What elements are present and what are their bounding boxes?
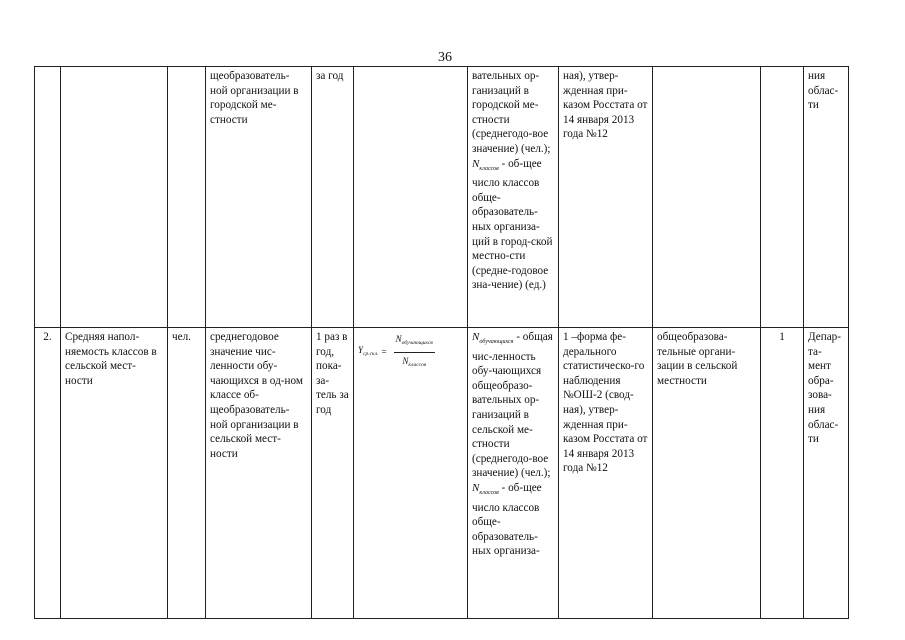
- cell-formula: [354, 328, 468, 619]
- cell-number: [35, 67, 61, 328]
- cell-coverage: 1: [761, 328, 804, 619]
- cell-name: [61, 67, 168, 328]
- cell-object: общеобразова-тельные органи-зации в сельской местности: [653, 328, 761, 619]
- variable-students: [472, 330, 554, 481]
- cell-formula: [354, 67, 468, 328]
- variable-subscript: обучающихся: [479, 339, 514, 345]
- cell-source: ная), утвер-жденная при-казом Росстата от 14 января 2013 года №12: [559, 67, 653, 328]
- formula-numerator: [394, 332, 435, 353]
- cell-responsible: Депар-та-мент обра-зова-ния облас-ти: [804, 328, 849, 619]
- cell-object: [653, 67, 761, 328]
- cell-periodicity: 1 раз в год, пока-за-тель за год: [312, 328, 354, 619]
- table-row-2: [35, 328, 849, 619]
- variables-intro: вательных ор-ганизаций в городской ме-стности (среднегодо-вое значение) (чел.);: [472, 70, 551, 155]
- variable-description: - об-щее число классов обще-образователь-ных организа-ций в город-ской местно-сти (средне-годовое зна-чение) (ед.): [472, 157, 553, 292]
- variable-subscript: классов: [479, 489, 499, 496]
- variable-classes: [472, 157, 554, 293]
- denominator-subscript: классов: [408, 361, 427, 368]
- cell-responsible: ния облас-ти: [804, 67, 849, 328]
- cell-number: 2.: [35, 328, 61, 619]
- variable-symbol: N: [472, 331, 480, 343]
- cell-unit: чел.: [168, 328, 206, 619]
- cell-source: 1 –форма фе-дерального статистическо-го наблюдения №ОШ-2 (свод-ная), утвер-жденная при-казом Росстата от 14 января 2013 года №12: [559, 328, 653, 619]
- variable-description: - общая чис-ленность обу-чающихся общеобразо-вательных ор-ганизаций в сельской ме-стности (среднегодо-вое значение) (чел.);: [472, 331, 553, 480]
- formula-lhs: Y: [358, 344, 364, 355]
- variable-subscript: классов: [479, 165, 499, 172]
- page-number: 36: [438, 50, 452, 65]
- formula-fraction: [394, 332, 435, 372]
- numerator-subscript: обучающихся: [401, 340, 433, 346]
- variable-description: - об-щее число классов обще-образователь-ных организа-: [472, 481, 542, 558]
- indicator-table: [34, 66, 849, 619]
- cell-unit: [168, 67, 206, 328]
- variable-classes: [472, 481, 554, 559]
- cell-variables: [468, 67, 559, 328]
- formula-denominator: [400, 353, 428, 373]
- denominator-symbol: N: [402, 355, 409, 366]
- variable-symbol: N: [472, 157, 480, 170]
- cell-periodicity: за год: [312, 67, 354, 328]
- cell-definition: щеобразователь-ной организации в городской ме-стности: [206, 67, 312, 328]
- formula-equals: =: [381, 346, 387, 357]
- cell-definition: среднегодовое значение чис-ленности обу-чающихся в од-ном классе об-щеобразователь-ной организации в сельской мест-ности: [206, 328, 312, 619]
- cell-variables: [468, 328, 559, 619]
- cell-coverage: [761, 67, 804, 328]
- cell-name: Средняя напол-няемость классов в сельской мест-ности: [61, 328, 168, 619]
- formula: [358, 332, 463, 372]
- variable-symbol: N: [472, 481, 480, 494]
- numerator-symbol: N: [395, 334, 402, 344]
- formula-lhs-subscript: ср.скл.: [363, 350, 379, 357]
- table-row-continued: [35, 67, 849, 328]
